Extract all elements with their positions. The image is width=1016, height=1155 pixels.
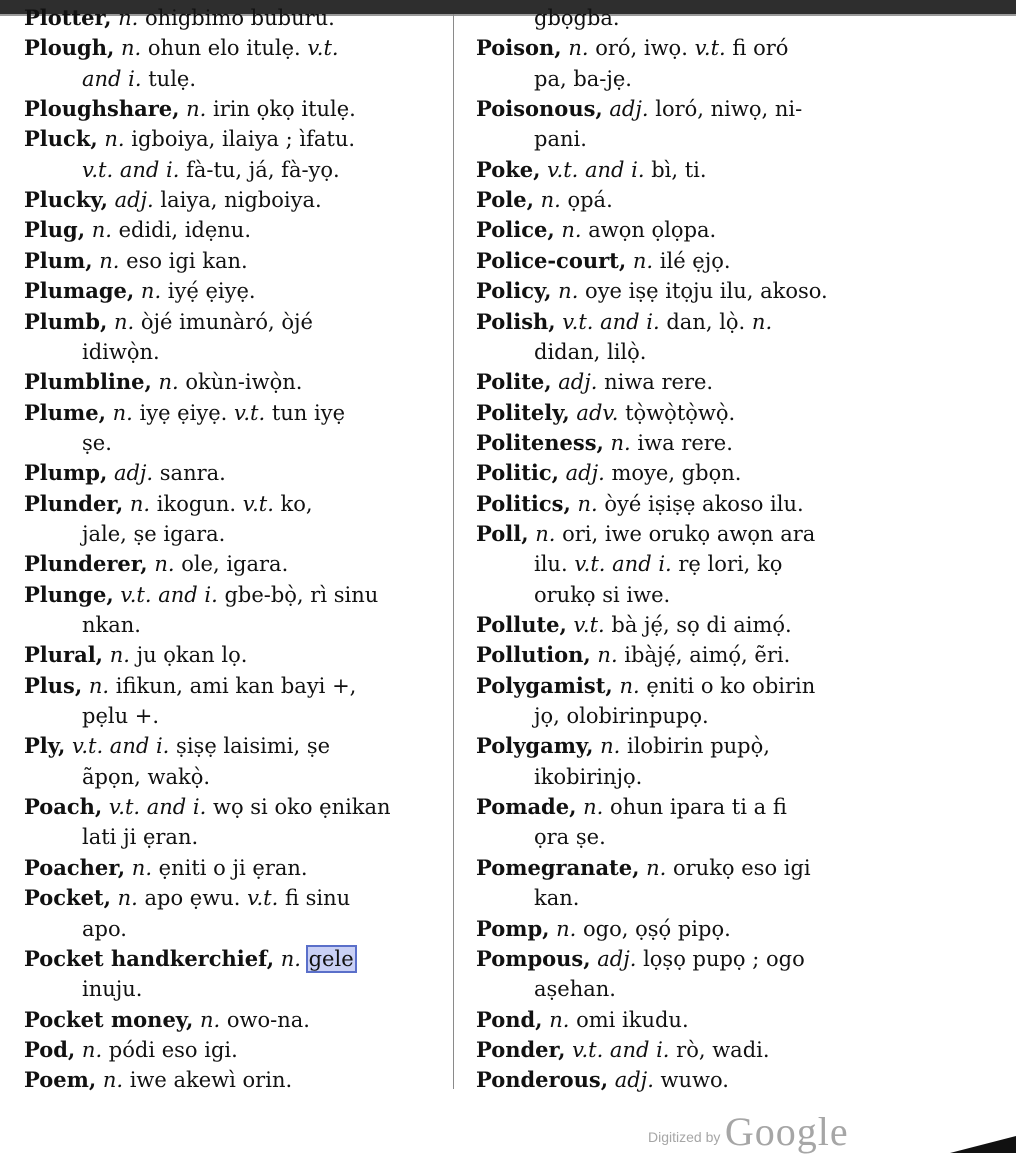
entry-text xyxy=(114,36,121,60)
entry-text xyxy=(567,613,574,637)
part-of-speech: adj. xyxy=(597,946,637,971)
entry-headword: Politely, xyxy=(476,399,570,425)
entry-text: ikobirinjọ. xyxy=(534,764,643,789)
part-of-speech: adj. xyxy=(558,370,598,395)
entry-headword: Pond, xyxy=(476,1006,543,1032)
corner-mark xyxy=(950,1136,1016,1153)
entry-headword: Poll, xyxy=(476,520,529,546)
entry-headword: Police-court, xyxy=(476,247,627,273)
entry-text: ẹniti o ji ẹran. xyxy=(152,855,308,880)
dictionary-line xyxy=(24,822,198,852)
entry-text xyxy=(82,674,89,698)
part-of-speech: n. xyxy=(280,946,301,971)
entry-headword: Poison, xyxy=(476,35,562,61)
part-of-speech: adj. xyxy=(114,188,154,213)
entry-text xyxy=(96,1068,103,1092)
entry-text: ilu. xyxy=(534,552,575,577)
entry-headword: Pole, xyxy=(476,187,534,213)
part-of-speech: n. xyxy=(751,309,773,334)
dictionary-line xyxy=(24,549,288,579)
part-of-speech: v.t. and i. xyxy=(572,1037,670,1062)
dictionary-line xyxy=(24,519,225,549)
dictionary-line xyxy=(476,124,587,154)
part-of-speech: n. xyxy=(140,279,162,304)
entry-headword: Plump, xyxy=(24,460,108,486)
entry-text: rẹ lori, kọ xyxy=(671,552,783,577)
part-of-speech: adj. xyxy=(565,461,605,486)
entry-text: ifikun, ami kan bayi +, xyxy=(109,673,357,698)
entry-text: wuwo. xyxy=(653,1068,729,1093)
entry-headword: Plume, xyxy=(24,399,106,425)
dictionary-line xyxy=(24,580,378,610)
entry-text: ko, xyxy=(273,491,313,516)
part-of-speech: n. xyxy=(99,248,120,273)
dictionary-line xyxy=(24,276,256,306)
part-of-speech: n. xyxy=(568,36,589,61)
entry-headword: Plus, xyxy=(24,672,83,698)
dictionary-line xyxy=(476,640,790,670)
entry-text xyxy=(65,734,72,758)
entry-headword: Plunder, xyxy=(24,490,124,516)
part-of-speech: v.t. and i. xyxy=(82,157,180,182)
part-of-speech: n. xyxy=(558,279,579,304)
entry-text: ju ọkan lọ. xyxy=(129,643,248,668)
entry-text: jale, ṣe igara. xyxy=(82,521,226,546)
entry-text: iyẹ́ ẹiyẹ. xyxy=(161,279,256,304)
dictionary-line xyxy=(476,337,646,367)
part-of-speech: n. xyxy=(619,673,640,698)
dictionary-line xyxy=(24,883,350,913)
dictionary-line xyxy=(476,671,815,701)
entry-headword: Plucky, xyxy=(24,187,108,213)
entry-headword: Politic, xyxy=(476,460,559,486)
entry-text: fi sinu xyxy=(278,886,351,911)
dictionary-line xyxy=(24,94,356,124)
part-of-speech: n. xyxy=(186,97,207,122)
entry-text xyxy=(534,188,541,212)
part-of-speech: n. xyxy=(540,188,561,213)
part-of-speech: v.t. xyxy=(573,613,605,637)
entry-text: ori, iwe orukọ awọn ara xyxy=(555,521,816,546)
entry-headword: Politics, xyxy=(476,490,571,516)
entry-headword: Plumbline, xyxy=(24,369,152,395)
column-divider xyxy=(453,14,454,1089)
entry-text: kan. xyxy=(534,886,580,911)
part-of-speech: n. xyxy=(158,370,179,395)
entry-text: ohigbimo buburu. xyxy=(138,6,335,30)
entry-text: tun iyẹ xyxy=(265,400,346,425)
entry-headword: Plumage, xyxy=(24,278,135,304)
dictionary-line xyxy=(24,246,248,276)
entry-headword: Pomp, xyxy=(476,915,550,941)
entry-text: gbe-bọ̀, rì sinu xyxy=(217,582,379,607)
dictionary-line xyxy=(24,3,335,33)
entry-text: rò, wadi. xyxy=(669,1037,770,1062)
entry-text: iwe akewì orin. xyxy=(123,1068,293,1093)
entry-text: iwa rere. xyxy=(630,430,733,455)
dictionary-line xyxy=(24,1065,292,1095)
part-of-speech: n. xyxy=(556,916,577,941)
part-of-speech: n. xyxy=(561,218,582,243)
dictionary-line xyxy=(24,671,356,701)
entry-text xyxy=(107,461,114,485)
entry-headword: Plumb, xyxy=(24,308,108,334)
highlighted-word[interactable]: gele xyxy=(308,946,354,971)
part-of-speech: adj. xyxy=(614,1068,654,1093)
dictionary-line xyxy=(476,33,788,63)
entry-headword: Polish, xyxy=(476,308,556,334)
part-of-speech: v.t. xyxy=(242,491,274,516)
entry-headword: Pod, xyxy=(24,1036,76,1062)
entry-text xyxy=(608,1068,615,1092)
entry-headword: Pomade, xyxy=(476,794,577,820)
entry-text: igboiya, ilaiya ; ìfatu. xyxy=(124,127,356,152)
dictionary-line xyxy=(24,853,308,883)
entry-text xyxy=(103,643,110,667)
part-of-speech: n. xyxy=(597,643,618,668)
entry-text: bà jẹ́, sọ di aimọ́. xyxy=(604,613,792,637)
entry-text: awọn ọlọpa. xyxy=(581,218,717,243)
entry-text: lati ji ẹran. xyxy=(82,825,199,850)
dictionary-line xyxy=(24,398,345,428)
part-of-speech: n. xyxy=(600,734,621,759)
dictionary-line xyxy=(476,549,782,579)
dictionary-line xyxy=(24,792,391,822)
entry-headword: Pocket money, xyxy=(24,1006,194,1032)
dictionary-line xyxy=(476,1065,729,1095)
part-of-speech: n. xyxy=(200,1007,221,1032)
entry-text: ãpọn, wakọ̀. xyxy=(82,764,211,789)
entry-headword: Plug, xyxy=(24,217,86,243)
entry-headword: Plotter, xyxy=(24,5,112,30)
entry-headword: Police, xyxy=(476,217,555,243)
entry-text xyxy=(559,461,566,485)
part-of-speech: n. xyxy=(632,248,654,273)
dictionary-line xyxy=(476,458,741,488)
part-of-speech: and i. xyxy=(82,66,142,91)
entry-text: aṣehan. xyxy=(534,977,616,1002)
entry-text xyxy=(134,279,141,303)
part-of-speech: adv. xyxy=(576,400,619,425)
entry-text: pani. xyxy=(534,127,587,152)
dictionary-line xyxy=(476,792,787,822)
entry-text: orukọ eso igi xyxy=(666,855,811,880)
part-of-speech: v.t. and i. xyxy=(562,309,660,334)
part-of-speech: n. xyxy=(154,552,175,577)
part-of-speech: v.t. and i. xyxy=(108,795,207,820)
entry-text xyxy=(85,218,92,242)
entry-text: jọ, olobirinpupọ. xyxy=(534,704,709,729)
entry-headword: Poach, xyxy=(24,794,103,820)
dictionary-line xyxy=(24,610,141,640)
part-of-speech: n. xyxy=(88,673,110,698)
entry-text: ole, igara. xyxy=(174,552,289,577)
entry-headword: Poisonous, xyxy=(476,96,603,122)
dictionary-line xyxy=(476,155,707,185)
entry-headword: Poem, xyxy=(24,1067,97,1093)
entry-headword: Politeness, xyxy=(476,429,604,455)
part-of-speech: n. xyxy=(121,36,142,61)
entry-headword: Polygamy, xyxy=(476,733,594,759)
entry-text: bì, ti. xyxy=(644,157,707,182)
dictionary-line xyxy=(476,1005,689,1035)
part-of-speech: v.t. and i. xyxy=(71,734,170,759)
dictionary-line xyxy=(24,367,302,397)
entry-text: tọ̀wọ̀tọ̀wọ̀. xyxy=(618,400,736,425)
dictionary-line xyxy=(476,944,805,974)
dictionary-line xyxy=(476,974,616,1004)
part-of-speech: n. xyxy=(112,400,133,425)
dictionary-line xyxy=(24,640,247,670)
dictionary-line xyxy=(476,731,770,761)
part-of-speech: n. xyxy=(129,491,151,516)
entry-text: ohun elo itulẹ. xyxy=(141,36,308,61)
dictionary-line xyxy=(24,64,196,94)
part-of-speech: n. xyxy=(646,855,667,880)
entry-headword: Polygamist, xyxy=(476,672,613,698)
entry-text: gbọgba. xyxy=(534,6,620,30)
entry-text: owo-na. xyxy=(220,1007,310,1032)
entry-text: dan, lọ̀. xyxy=(659,309,752,334)
entry-text xyxy=(125,856,132,880)
entry-text: ibàjẹ́, aimọ́, ẽri. xyxy=(617,643,791,668)
entry-text xyxy=(108,188,115,212)
entry-text: ikogun. xyxy=(150,491,243,516)
entry-text: fi oró xyxy=(725,36,789,61)
entry-text: oró, iwọ. xyxy=(588,36,695,61)
watermark-google-logo: Google xyxy=(724,1109,849,1154)
entry-headword: Pluck, xyxy=(24,126,98,152)
entry-headword: Polite, xyxy=(476,369,552,395)
entry-text: lọṣọ pupọ ; ogo xyxy=(636,946,805,971)
part-of-speech: n. xyxy=(81,1037,103,1062)
dictionary-line xyxy=(24,124,355,154)
dictionary-line xyxy=(476,215,716,245)
part-of-speech: n. xyxy=(104,127,125,152)
entry-text xyxy=(75,1038,82,1062)
entry-text: ogo, ọṣọ́ pipọ. xyxy=(576,916,731,941)
entry-text: niwa rere. xyxy=(597,370,714,395)
entry-text xyxy=(107,310,114,334)
entry-text: ilobirin pupọ̀, xyxy=(620,734,770,759)
dictionary-line xyxy=(24,701,159,731)
entry-text xyxy=(106,401,113,425)
entry-text: òjé imunàró, òjé xyxy=(134,309,313,334)
dictionary-line xyxy=(476,1035,770,1065)
entry-text: laiya, nigboiya. xyxy=(153,188,322,213)
dictionary-line xyxy=(24,974,142,1004)
dictionary-line xyxy=(24,731,330,761)
part-of-speech: n. xyxy=(577,491,598,516)
entry-text: inuju. xyxy=(82,977,143,1002)
part-of-speech: n. xyxy=(610,430,631,455)
dictionary-line xyxy=(476,701,709,731)
dictionary-line xyxy=(476,580,670,610)
part-of-speech: v.t. and i. xyxy=(547,157,645,182)
entry-headword: Pompous, xyxy=(476,945,591,971)
dictionary-line xyxy=(24,458,226,488)
entry-text: tulẹ. xyxy=(141,66,197,91)
entry-headword: Plunge, xyxy=(24,581,114,607)
dictionary-line xyxy=(24,944,355,974)
entry-headword: Ploughshare, xyxy=(24,96,180,122)
dictionary-line xyxy=(24,914,127,944)
part-of-speech: adj. xyxy=(113,461,154,486)
entry-headword: Plum, xyxy=(24,247,93,273)
dictionary-line xyxy=(476,246,731,276)
dictionary-line xyxy=(476,762,642,792)
part-of-speech: v.t. xyxy=(233,400,266,425)
part-of-speech: n. xyxy=(118,6,139,30)
dictionary-line xyxy=(476,94,802,124)
entry-text: okùn-iwọ̀n. xyxy=(178,370,303,395)
entry-headword: Policy, xyxy=(476,278,552,304)
dictionary-line xyxy=(24,762,210,792)
dictionary-line xyxy=(476,367,713,397)
entry-text: pẹlu +. xyxy=(82,704,160,729)
entry-text: pa, ba-jẹ. xyxy=(534,66,632,91)
entry-text xyxy=(102,795,109,819)
entry-headword: Poke, xyxy=(476,156,541,182)
part-of-speech: n. xyxy=(549,1007,570,1032)
entry-headword: Pocket handkerchief, xyxy=(24,945,275,971)
entry-headword: Plough, xyxy=(24,35,115,61)
entry-headword: Pollute, xyxy=(476,612,567,637)
dictionary-line xyxy=(476,822,606,852)
entry-text: fà-tu, já, fà-yọ. xyxy=(179,157,340,182)
entry-headword: Ply, xyxy=(24,733,66,759)
part-of-speech: adj. xyxy=(609,97,649,122)
part-of-speech: n. xyxy=(113,309,135,334)
entry-text: sanra. xyxy=(153,461,226,486)
entry-text: apo ẹwu. xyxy=(137,886,248,911)
entry-text xyxy=(152,370,159,394)
dictionary-line xyxy=(476,610,792,640)
entry-text: loró, niwọ, ni- xyxy=(648,97,803,122)
dictionary-line xyxy=(476,914,731,944)
dictionary-line xyxy=(476,519,815,549)
dictionary-line xyxy=(476,64,632,94)
dictionary-line xyxy=(476,853,811,883)
dictionary-line xyxy=(24,307,313,337)
dictionary-line xyxy=(476,185,613,215)
dictionary-line xyxy=(476,883,579,913)
entry-text xyxy=(626,249,633,273)
entry-text xyxy=(274,947,281,971)
entry-headword: Plunderer, xyxy=(24,551,148,577)
dictionary-line xyxy=(476,489,804,519)
entry-text: oye iṣẹ itọju ilu, akoso. xyxy=(578,279,828,304)
dictionary-line xyxy=(24,1035,238,1065)
entry-text: iyẹ ẹiyẹ. xyxy=(132,400,234,425)
entry-text xyxy=(123,492,130,516)
entry-text: ohun ipara ti a fi xyxy=(603,795,787,820)
entry-headword: Pomegranate, xyxy=(476,854,640,880)
entry-text xyxy=(111,886,118,910)
entry-text: ọra ṣe. xyxy=(534,825,606,850)
dictionary-line xyxy=(476,307,772,337)
part-of-speech: v.t. and i. xyxy=(574,552,672,577)
entry-text: orukọ si iwe. xyxy=(534,582,671,607)
entry-headword: Pollution, xyxy=(476,642,591,668)
dictionary-line xyxy=(476,276,828,306)
watermark-small-text: Digitized by xyxy=(648,1129,721,1145)
entry-text: ilé ẹjọ. xyxy=(653,248,731,273)
entry-text: ṣe. xyxy=(82,430,112,455)
entry-text: wọ si oko ẹnikan xyxy=(206,795,391,820)
part-of-speech: n. xyxy=(583,795,604,820)
entry-text xyxy=(301,947,308,971)
dictionary-line xyxy=(476,3,620,33)
entry-headword: Poacher, xyxy=(24,854,126,880)
dictionary-line xyxy=(24,337,160,367)
part-of-speech: n. xyxy=(117,886,138,911)
part-of-speech: n. xyxy=(102,1068,124,1093)
dictionary-line xyxy=(24,33,339,63)
part-of-speech: n. xyxy=(131,855,152,880)
entry-text: ṣiṣẹ laisimi, ṣe xyxy=(169,734,331,759)
entry-text: eso igi kan. xyxy=(119,248,248,273)
part-of-speech: n. xyxy=(109,643,130,668)
part-of-speech: v.t. xyxy=(247,886,279,911)
dictionary-line xyxy=(24,428,112,458)
dictionary-line xyxy=(476,398,735,428)
entry-text: nkan. xyxy=(82,613,141,637)
entry-text: irin ọkọ itulẹ. xyxy=(206,97,356,122)
dictionary-line xyxy=(476,428,733,458)
entry-text: omi ikudu. xyxy=(569,1007,689,1032)
entry-text: idiwọ̀n. xyxy=(82,339,160,364)
part-of-speech: n. xyxy=(91,218,112,243)
dictionary-line xyxy=(24,185,322,215)
dictionary-line xyxy=(24,155,340,185)
entry-text: apo. xyxy=(82,916,127,941)
entry-headword: Ponderous, xyxy=(476,1067,609,1093)
part-of-speech: v.t. xyxy=(307,36,339,61)
digitized-watermark xyxy=(648,1108,849,1155)
part-of-speech: v.t. and i. xyxy=(120,582,218,607)
entry-text: pódi eso igi. xyxy=(102,1037,238,1062)
entry-headword: Pocket, xyxy=(24,885,111,911)
entry-text: didan, lilọ̀. xyxy=(534,339,647,364)
entry-text xyxy=(604,431,611,455)
part-of-speech: v.t. xyxy=(694,36,726,61)
entry-headword: Plural, xyxy=(24,642,103,668)
entry-text: òyé iṣiṣẹ akoso ilu. xyxy=(597,491,804,516)
dictionary-line xyxy=(24,1005,310,1035)
part-of-speech: n. xyxy=(535,521,556,546)
dictionary-line xyxy=(24,489,313,519)
entry-text xyxy=(193,1008,200,1032)
entry-text: moye, gbọn. xyxy=(604,461,742,486)
entry-headword: Ponder, xyxy=(476,1036,566,1062)
entry-text: ẹniti o ko obirin xyxy=(639,673,816,698)
entry-text: ọpá. xyxy=(560,188,613,213)
dictionary-line xyxy=(24,215,251,245)
entry-text: edidi, idẹnu. xyxy=(111,218,252,243)
